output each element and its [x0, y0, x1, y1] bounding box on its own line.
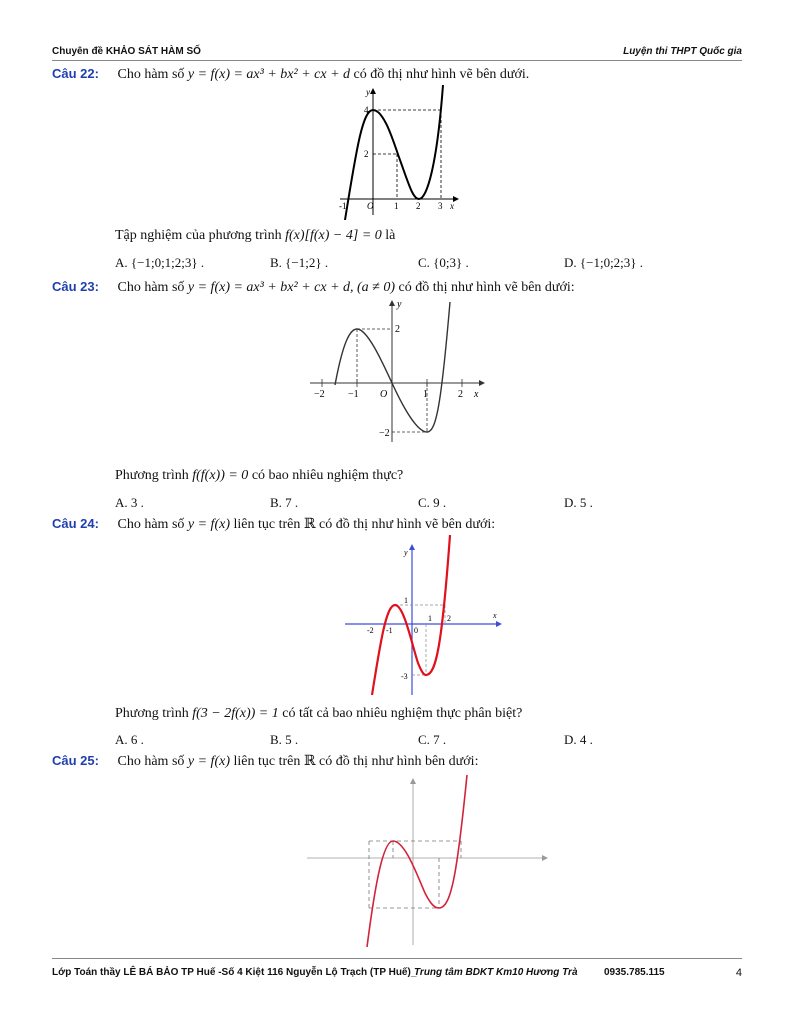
- q22-y-axis-label: y: [366, 87, 370, 97]
- q23-x-tick-2: 2: [458, 389, 463, 400]
- q22-x-tick-3: 3: [438, 201, 443, 211]
- q25-post: có đồ thị như hình bên dưới:: [319, 754, 479, 769]
- q24-ask-formula: f(3 − 2f(x)) = 1: [192, 706, 279, 721]
- q24-mid: liên tục trên: [233, 517, 301, 532]
- q23-graph: [305, 297, 490, 447]
- q24-label-xm1: -1: [386, 626, 393, 635]
- q25-mid: liên tục trên: [233, 754, 301, 769]
- q22-x-axis-label: x: [450, 201, 454, 211]
- header-topic: Chuyên đề KHẢO SÁT HÀM SỐ: [52, 46, 201, 57]
- question-24-stem: [52, 516, 495, 533]
- q24-ask-post: có tất cả bao nhiêu nghiệm thực phân biệt?: [282, 706, 523, 721]
- q23-ask-post: có bao nhiêu nghiệm thực?: [251, 468, 404, 483]
- q23-ask-formula: f(f(x)) = 0: [192, 468, 249, 483]
- q22-option-d[interactable]: D. {−1;0;2;3} .: [564, 255, 644, 270]
- q23-option-a[interactable]: A. 3 .: [115, 495, 144, 510]
- q22-option-b[interactable]: B. {−1;2} .: [270, 255, 329, 270]
- q24-ask-pre: Phương trình: [115, 706, 189, 721]
- q23-y-tick-2: 2: [395, 324, 400, 335]
- footer-phone: 0935.785.115: [604, 967, 665, 978]
- q24-label-xm2: -2: [367, 626, 374, 635]
- q24-set: ℝ: [303, 517, 316, 532]
- q22-option-c[interactable]: C. {0;3} .: [418, 255, 469, 270]
- page-footer: [52, 958, 742, 983]
- footer-center: Trung tâm BDKT Km10 Hương Trà: [414, 967, 578, 978]
- q23-origin: O: [380, 389, 388, 400]
- q23-option-c[interactable]: C. 9 .: [418, 495, 447, 510]
- q25-graph: [305, 775, 555, 947]
- question-24-number: Câu 24:: [52, 516, 99, 531]
- q23-x-tick-1: 1: [423, 389, 428, 400]
- q22-origin: O: [367, 201, 374, 211]
- q22-y-tick-2: 2: [364, 149, 369, 159]
- q23-option-d[interactable]: D. 5 .: [564, 495, 593, 510]
- q22-ask-formula: f(x)[f(x) − 4] = 0: [285, 228, 382, 243]
- header-course: Luyện thi THPT Quốc gia: [623, 46, 742, 57]
- q22-graph: [335, 85, 465, 220]
- q22-formula: y = f(x) = ax³ + bx² + cx + d: [187, 67, 351, 82]
- q23-option-b[interactable]: B. 7 .: [270, 495, 299, 510]
- q22-ask-pre: Tập nghiệm của phương trình: [115, 228, 282, 243]
- q24-formula: y = f(x): [187, 517, 230, 532]
- page-number: 4: [735, 967, 742, 979]
- q22-option-a[interactable]: A. {−1;0;1;2;3} .: [115, 255, 205, 270]
- q24-label-origin: 0: [414, 626, 418, 635]
- q24-option-a[interactable]: A. 6 .: [115, 732, 144, 747]
- q24-x-axis-label: x: [493, 611, 497, 620]
- q22-ask: [115, 228, 395, 244]
- q24-post: có đồ thị như hình vẽ bên dưới:: [319, 517, 496, 532]
- q23-ask: [115, 468, 403, 484]
- q24-option-d[interactable]: D. 4 .: [564, 732, 593, 747]
- q23-formula: y = f(x) = ax³ + bx² + cx + d, (a ≠ 0): [187, 280, 396, 295]
- q23-y-tick-m2: −2: [379, 428, 390, 439]
- question-25-stem: [52, 753, 478, 770]
- q24-label-ym3: -3: [401, 672, 408, 681]
- q24-label-x2: 2: [447, 614, 451, 623]
- question-25-number: Câu 25:: [52, 753, 99, 768]
- question-23-stem: [52, 279, 575, 296]
- q23-y-axis-label: y: [397, 299, 402, 310]
- q23-x-tick-m1: −1: [348, 389, 359, 400]
- q22-x-tick-m1: -1: [339, 201, 347, 211]
- q22-x-tick-2: 2: [416, 201, 421, 211]
- q22-pre: Cho hàm số: [117, 67, 185, 82]
- q25-set: ℝ: [303, 754, 316, 769]
- q23-post: có đồ thị như hình vẽ bên dưới:: [398, 280, 575, 295]
- q22-x-tick-1: 1: [394, 201, 399, 211]
- q22-y-tick-4: 4: [364, 105, 369, 115]
- q25-formula: y = f(x): [187, 754, 230, 769]
- question-22-stem: [52, 66, 529, 83]
- footer-class: Lớp Toán thầy LÊ BÁ BẢO TP Huế -Số 4 Kiệt 116 Nguyễn Lộ Trạch (TP Huế)_: [52, 967, 417, 978]
- q23-ask-pre: Phương trình: [115, 468, 189, 483]
- q24-graph: [342, 535, 507, 700]
- page-header: [52, 44, 742, 61]
- question-23-number: Câu 23:: [52, 279, 99, 294]
- q22-ask-post: là: [385, 228, 396, 243]
- q25-pre: Cho hàm số: [117, 754, 185, 769]
- q24-label-x1: 1: [428, 614, 432, 623]
- q24-option-c[interactable]: C. 7 .: [418, 732, 447, 747]
- q23-pre: Cho hàm số: [117, 280, 185, 295]
- q24-ask: [115, 706, 522, 722]
- q23-x-axis-label: x: [474, 389, 479, 400]
- q24-pre: Cho hàm số: [117, 517, 185, 532]
- q24-label-y1: 1: [404, 596, 408, 605]
- q24-option-b[interactable]: B. 5 .: [270, 732, 299, 747]
- q22-post: có đồ thị như hình vẽ bên dưới.: [353, 67, 530, 82]
- question-22-number: Câu 22:: [52, 66, 99, 81]
- q24-y-axis-label: y: [404, 548, 408, 557]
- q23-x-tick-m2: −2: [314, 389, 325, 400]
